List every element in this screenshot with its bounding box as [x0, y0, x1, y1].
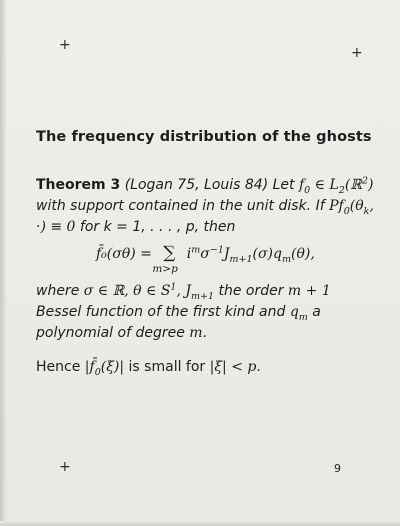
page-left-edge — [0, 0, 6, 526]
page-bottom-edge — [0, 521, 400, 526]
sum-symbol: ∑ — [163, 243, 176, 263]
where-text-4: a polynomial of degree — [36, 304, 321, 341]
where-sigma-theta: σ ∈ ℝ, θ ∈ $S^1$, $J_{m+1}$ — [83, 281, 214, 302]
formula-sum — [152, 243, 182, 275]
hence-text-1: Hence — [36, 359, 81, 375]
where-text-1: where — [36, 283, 80, 299]
formula-rhs: $i^m\sigma^{-1}J_{m+1}(\sigma)q_m(\theta)$, — [186, 244, 315, 265]
where-text-3: Bessel function of the first kind and — [36, 304, 286, 320]
where-order: m + 1 — [287, 283, 331, 299]
where-text-2: the order — [218, 283, 284, 299]
sum-index: m>p — [152, 263, 178, 275]
crop-mark-top-left: + — [59, 37, 71, 53]
theorem-paragraph — [36, 175, 376, 238]
theorem-formula — [96, 243, 315, 275]
theorem-support-text: with support contained in the unit disk. If — [36, 198, 325, 214]
theorem-let: Let — [272, 177, 295, 193]
hence-condition: |ξ| < p. — [209, 359, 261, 375]
crop-mark-top-right: + — [351, 45, 363, 61]
theorem-label: Theorem 3 — [36, 177, 121, 193]
where-degree: m. — [189, 325, 208, 341]
slide-title: The frequency distribution of the ghosts — [36, 129, 372, 145]
theorem-f0-symbol: $f_0$ ∈ $L_2(ℝ^2)$ — [298, 175, 374, 196]
theorem-projection-condition: $Pf_0(\theta_k$, ·) ≡ 0 — [36, 198, 374, 235]
where-qm: $q_m$ — [289, 304, 308, 323]
hence-paragraph — [36, 357, 376, 378]
hence-f0-xi: $|f̄_0(\xi)|$ — [84, 359, 125, 378]
formula-lhs: f̄₀(σθ) = — [96, 246, 152, 262]
theorem-citation: (Logan 75, Louis 84) — [124, 177, 269, 193]
page-number: 9 — [334, 462, 341, 475]
where-paragraph — [36, 281, 376, 344]
theorem-k-range: for k = 1, . . . , p, then — [79, 219, 236, 235]
crop-mark-bottom-left: + — [59, 459, 71, 475]
hence-text-2: is small for — [128, 359, 206, 375]
